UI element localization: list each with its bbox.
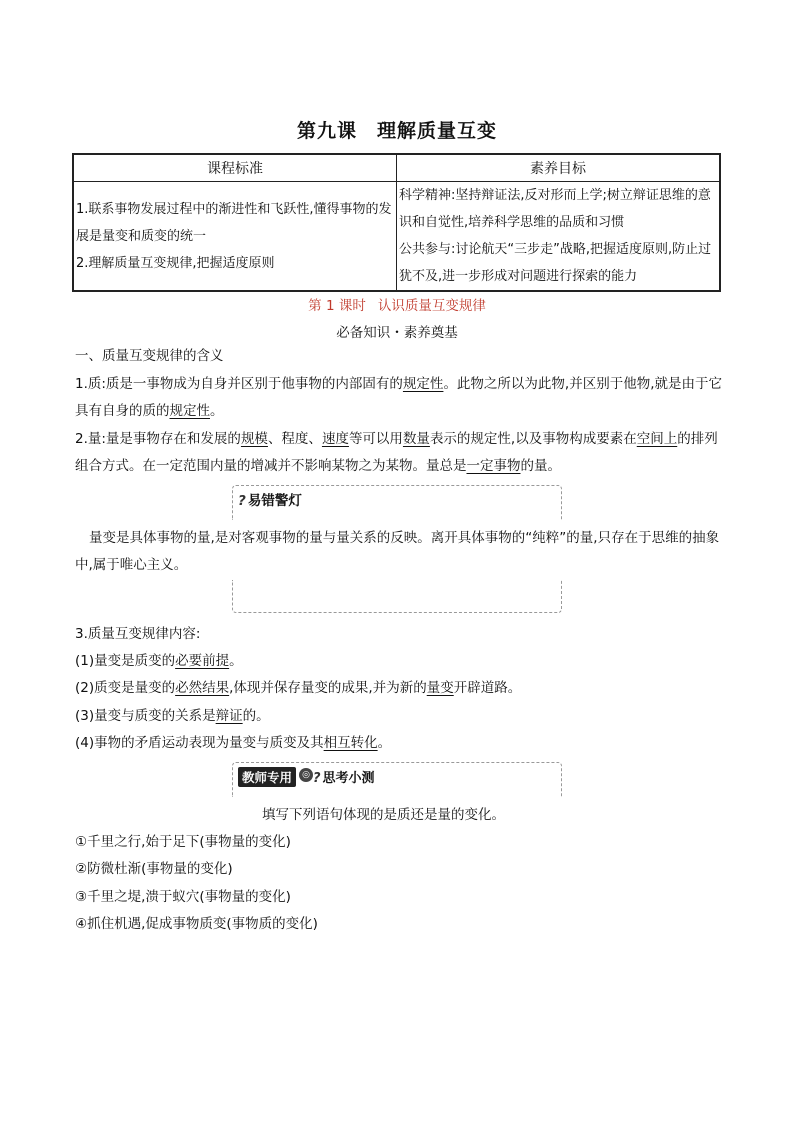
text: 。 (210, 403, 224, 419)
question-icon: ? (238, 493, 246, 509)
text: (3)量变与质变的关系是 (75, 708, 216, 724)
goals-cell (397, 182, 721, 292)
warning-text: 量变是具体事物的量,是对客观事物的量与量关系的反映。离开具体事物的“纯粹”的量,只存在于思维的抽象中,属于唯心主义。 (75, 530, 720, 573)
teacher-box-title (313, 767, 375, 786)
key-term: 规定性 (402, 376, 444, 392)
list-item (75, 648, 723, 675)
lesson-number: 第 1 课时 (308, 298, 366, 314)
standard-item: 1.联系事物发展过程中的渐进性和飞跃性,懂得事物的发展是量变和质变的统一 (76, 201, 392, 244)
answer-item: ②防微杜渐(事物量的变化) (75, 861, 233, 877)
answer-item: ④抓住机遇,促成事物质变(事物质的变化) (75, 916, 318, 932)
standard-item: 2.理解质量互变规律,把握适度原则 (76, 255, 275, 271)
lesson-name: 认识质量互变规律 (377, 298, 486, 314)
text: 等可以用 (348, 431, 403, 447)
goal-item: 公共参与:讨论航天“三步走”战略,把握适度原则,防止过犹不及,进一步形成对问题进行探索的能力 (399, 242, 712, 284)
text: ,体现并保存量变的成果,并为新的 (229, 680, 427, 696)
list-item (75, 730, 723, 757)
key-term: 必然结果 (175, 680, 230, 696)
text: (4)事物的矛盾运动表现为量变与质变及其 (75, 735, 324, 751)
key-term: 量变 (426, 680, 454, 696)
text: 、程度、 (267, 431, 322, 447)
warning-box-bottom (232, 580, 562, 613)
key-term: 一定事物 (466, 458, 521, 474)
text: 表示的规定性,以及事物构成要素在 (429, 431, 637, 447)
page-title: 第九课 理解质量互变 (296, 120, 497, 142)
list-item (75, 703, 723, 730)
text: 的量。 (520, 458, 561, 474)
warning-title: 易错警灯 (247, 493, 302, 509)
text: 。此物之所以为此物,并区别于他物,就是由于它具有自身的质的 (75, 376, 723, 419)
key-term: 速度 (321, 431, 349, 447)
header-standard: 课程标准 (73, 154, 397, 182)
list-item (75, 675, 723, 702)
text: 2.量:量是事物存在和发展的 (75, 431, 241, 447)
header-goal: 素养目标 (397, 154, 721, 182)
text: 的排列组合方式。在一定范围内量的增减并不影响某物之为某物。量总是 (75, 431, 718, 474)
key-term: 规模 (240, 431, 268, 447)
quiz-title: 思考小测 (322, 771, 375, 786)
key-term: 相互转化 (323, 735, 378, 751)
quiz-prompt: 填写下列语句体现的是质还是量的变化。 (262, 807, 505, 823)
key-term: 空间上 (636, 431, 678, 447)
text: 。 (377, 735, 392, 751)
section-header: 必备知识・素养奠基 (336, 325, 458, 341)
curriculum-table (72, 153, 721, 292)
lesson-heading (0, 294, 794, 314)
key-term: 辩证 (215, 708, 243, 724)
teacher-badge: 教师专用 (238, 767, 296, 787)
warning-box-title (238, 489, 302, 509)
answer-item: ③千里之堤,溃于蚁穴(事物量的变化) (75, 889, 291, 905)
answer-item: ①千里之行,始于足下(事物量的变化) (75, 834, 291, 850)
target-icon: ◎ (299, 768, 313, 782)
paragraph-quality (75, 371, 723, 425)
heading-law-content: 3.质量互变规律内容: (75, 626, 201, 642)
text: 1.质:质是一事物成为自身并区别于他事物的内部固有的 (75, 376, 403, 392)
standards-cell (73, 182, 397, 292)
key-term: 数量 (402, 431, 430, 447)
text: (1)量变是质变的 (75, 653, 176, 669)
key-term: 必要前提 (175, 653, 230, 669)
paragraph-quantity (75, 426, 723, 480)
text: (2)质变是量变的 (75, 680, 176, 696)
heading-1: 一、质量互变规律的含义 (75, 348, 224, 364)
text: 开辟道路。 (453, 680, 522, 696)
text: 的。 (242, 708, 270, 724)
key-term: 规定性 (169, 403, 210, 419)
text: 。 (229, 653, 243, 669)
goal-item: 科学精神:坚持辩证法,反对形而上学;树立辩证思维的意识和自觉性,培养科学思维的品质和习惯 (399, 188, 711, 230)
question-icon: ? (313, 771, 321, 786)
